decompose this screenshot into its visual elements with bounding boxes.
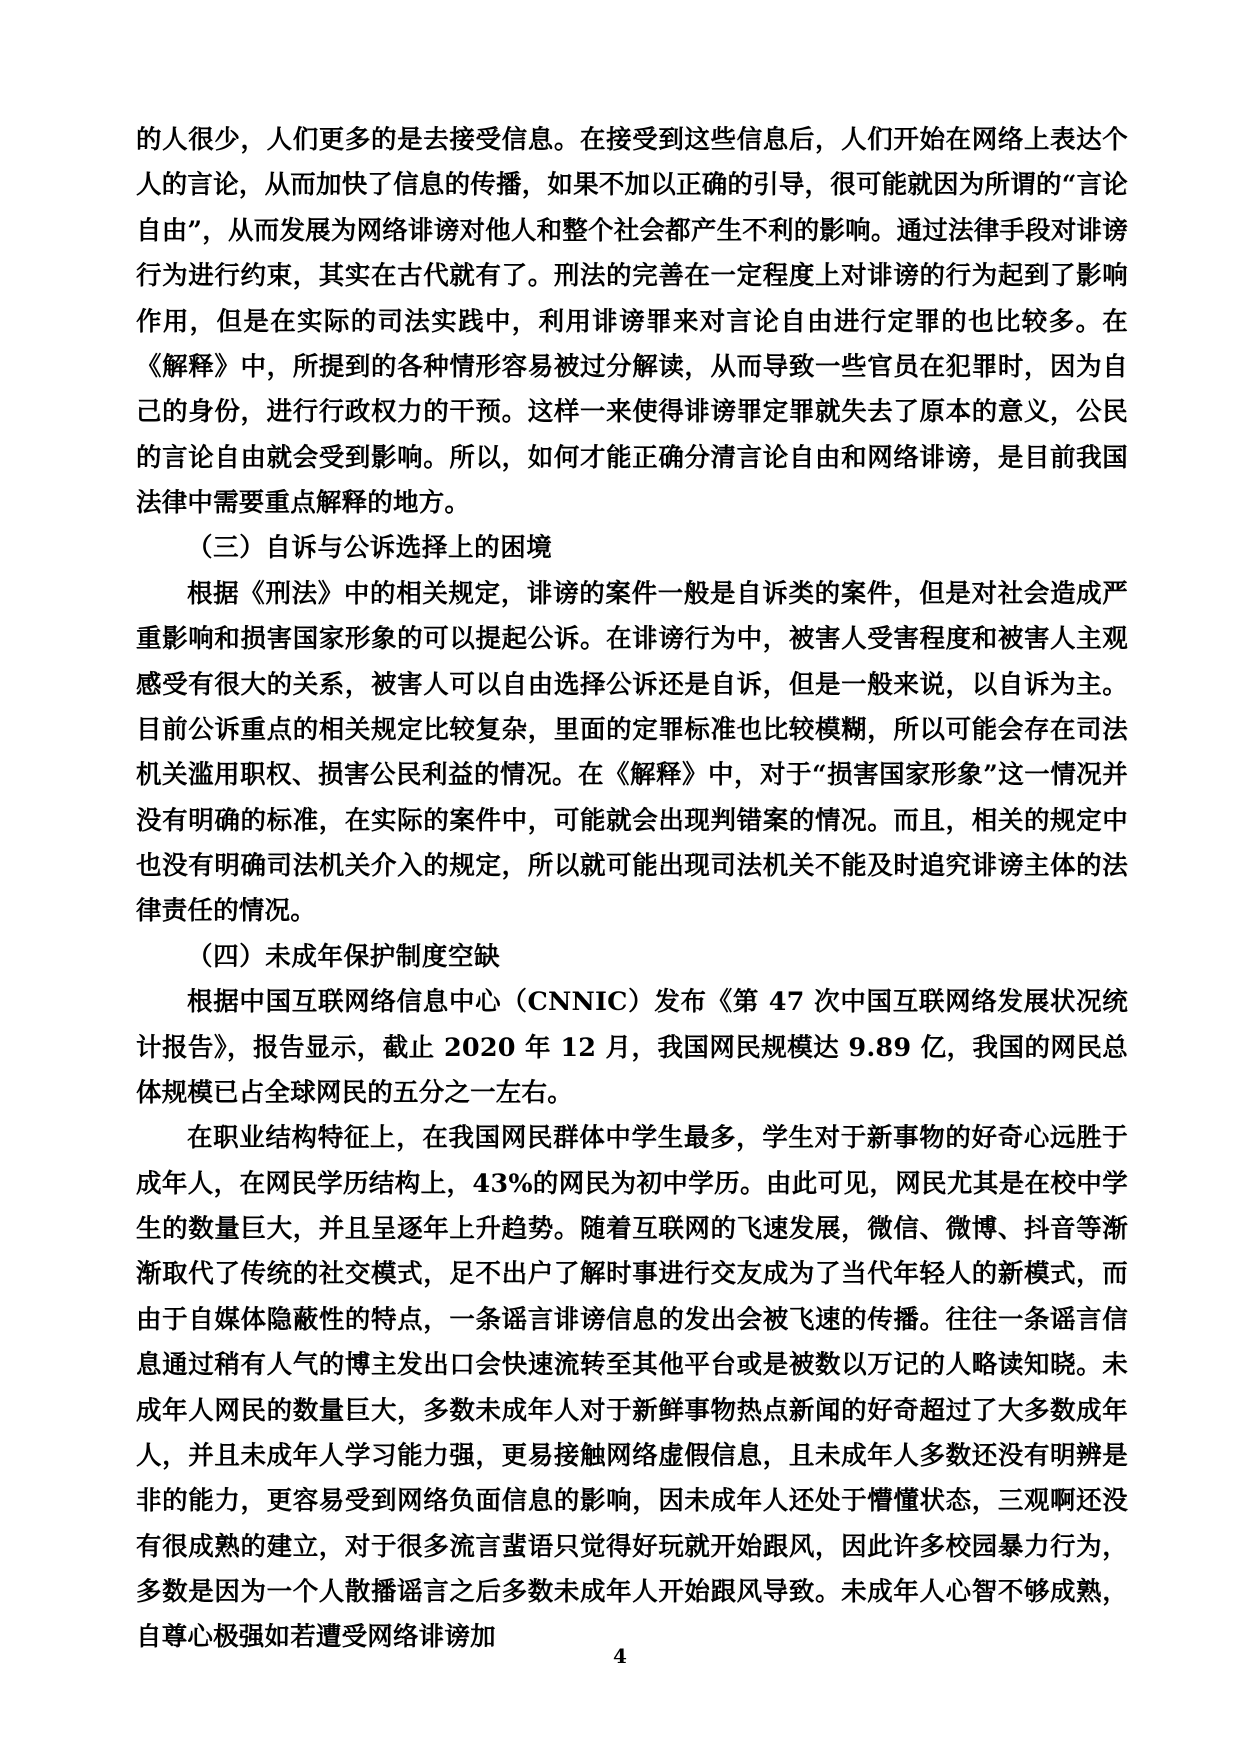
paragraph-prosecution-dilemma: 根据《刑法》中的相关规定，诽谤的案件一般是自诉类的案件，但是对社会造成严重影响和损害国家形象的可以提起公诉。在诽谤行为中，被害人受害程度和被害人主观感受有很大的关系，被害人可以自由选择公诉还是自诉，但是一般来说，以自诉为主。目前公诉重点的相关规定比较复杂，里面的定罪标准也比较模糊，所以可能会存在司法机关滥用职权、损害公民利益的情况。在《解释》中，对于“损害国家形象”这一情况并没有明确的标准，在实际的案件中，可能就会出现判错案的情况。而且，相关的规定中也没有明确司法机关介入的规定，所以就可能出现司法机关不能及时追究诽谤主体的法律责任的情况。 <box>136 578 1128 927</box>
paragraph-continuation: 的人很少，人们更多的是去接受信息。在接受到这些信息后，人们开始在网络上表达个人的言论，从而加快了信息的传播，如果不加以正确的引导，很可能就因为所谓的“言论自由”，从而发展为网络诽谤对他人和整个社会都产生不利的影响。通过法律手段对诽谤行为进行约束，其实在古代就有了。刑法的完善在一定程度上对诽谤的行为起到了影响作用，但是在实际的司法实践中，利用诽谤罪来对言论自由进行定罪的也比较多。在《解释》中，所提到的各种情形容易被过分解读，从而导致一些官员在犯罪时，因为自己的身份，进行行政权力的干预。这样一来使得诽谤罪定罪就失去了原本的意义，公民的言论自由就会受到影响。所以，如何才能正确分清言论自由和网络诽谤，是目前我国法律中需要重点解释的地方。 <box>136 125 1128 518</box>
document-body <box>136 118 1128 1661</box>
page-number: 4 <box>613 1644 627 1668</box>
paragraph-cnnic-report: 根据中国互联网络信息中心（CNNIC）发布《第 47 次中国互联网络发展状况统计报告》，报告显示，截止 2020 年 12 月，我国网民规模达 9.89 亿，我国的网民总体规模已占全球网民的五分之一左右。 <box>136 987 1128 1108</box>
paragraph-minor-protection: 在职业结构特征上，在我国网民群体中学生最多，学生对于新事物的好奇心远胜于成年人，在网民学历结构上，43%的网民为初中学历。由此可见，网民尤其是在校中学生的数量巨大，并且呈逐年上升趋势。随着互联网的飞速发展，微信、微博、抖音等渐渐取代了传统的社交模式，足不出户了解时事进行交友成为了当代年轻人的新模式，而由于自媒体隐蔽性的特点，一条谣言诽谤信息的发出会被飞速的传播。往往一条谣言信息通过稍有人气的博主发出口会快速流转至其他平台或是被数以万记的人略读知晓。未成年人网民的数量巨大，多数未成年人对于新鲜事物热点新闻的好奇超过了大多数成年人，并且未成年人学习能力强，更易接触网络虚假信息，且未成年人多数还没有明辨是非的能力，更容易受到网络负面信息的影响，因未成年人还处于懵懂状态，三观啊还没有很成熟的建立，对于很多流言蜚语只觉得好玩就开始跟风，因此许多校园暴力行为，多数是因为一个人散播谣言之后多数未成年人开始跟风导致。未成年人心智不够成熟，自尊心极强如若遭受网络诽谤加 <box>136 1123 1128 1653</box>
section-heading-three: （三）自诉与公诉选择上的困境 <box>187 533 553 564</box>
section-heading-four: （四）未成年保护制度空缺 <box>187 941 501 972</box>
